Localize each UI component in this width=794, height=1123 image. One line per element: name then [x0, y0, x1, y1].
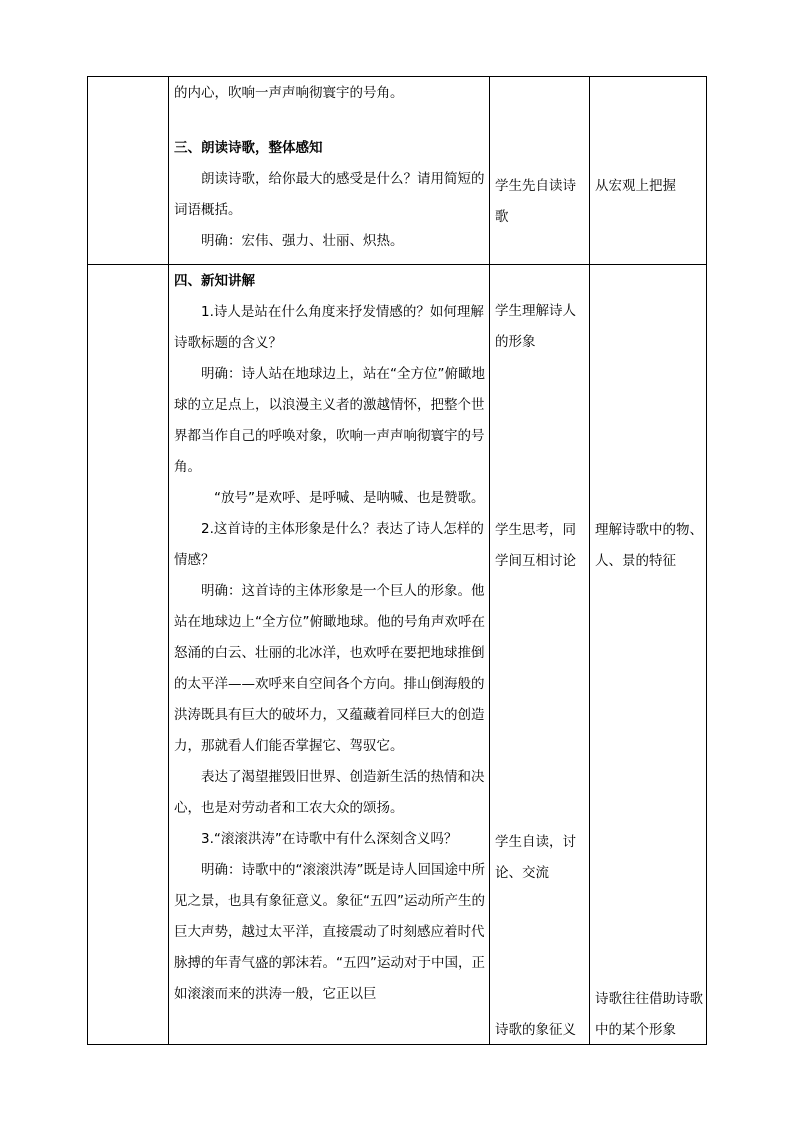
answer-text: 明确：这首诗的主体形象是一个巨人的形象。他站在地球边上“全方位”俯瞰地球。他的号角声欢呼在怒涌的白云、壮丽的北冰洋，也欢呼在要把地球推倒的太平洋——欢呼来自空间各个方向。排山倒海般的洪涛既具有巨大的破坏力，又蕴藏着同样巨大的创造力，那就看人们能否掌握它、驾驭它。 — [174, 583, 485, 754]
row2-student-cell — [495, 515, 583, 577]
row2-student-cell — [495, 827, 583, 889]
row1-intent-cell — [595, 171, 703, 202]
row2-intent-cell — [595, 515, 703, 577]
row2-student-cell — [495, 1015, 587, 1046]
answer-text: 表达了渴望摧毁旧世界、创造新生活的热情和决心，也是对劳动者和工农大众的颂扬。 — [174, 769, 485, 816]
row2-student-cell — [495, 296, 583, 358]
section-heading: 三、朗读诗歌，整体感知 — [174, 140, 323, 156]
student-activity: 学生自读，讨论、交流 — [495, 834, 576, 881]
student-activity: 学生理解诗人的形象 — [495, 303, 576, 350]
student-activity: 学生思考，同学间互相讨论 — [495, 522, 576, 569]
question-text: 3.“滚滚洪涛”在诗歌中有什么深刻含义吗？ — [201, 831, 458, 847]
student-activity: 学生先自读诗歌 — [495, 178, 576, 225]
question-text: 朗读诗歌，给你最大的感受是什么？请用简短的词语概括。 — [174, 171, 485, 218]
question-text: 1.诗人是站在什么角度来抒发情感的？如何理解诗歌标题的含义？ — [174, 304, 484, 351]
column-divider — [589, 77, 590, 1044]
question-text: 2.这首诗的主体形象是什么？表达了诗人怎样的情感？ — [174, 521, 484, 568]
row1-student-cell — [495, 171, 583, 233]
design-intent: 从宏观上把握 — [595, 178, 676, 194]
answer-text: “放号”是欢呼、是呼喊、是呐喊、也是赞歌。 — [214, 490, 485, 506]
student-activity: 诗歌的象征义 — [495, 1022, 576, 1038]
column-divider — [168, 77, 169, 1044]
design-intent: 理解诗歌中的物、人、景的特征 — [595, 522, 703, 569]
row-divider — [88, 264, 706, 265]
section-heading: 四、新知讲解 — [174, 273, 255, 289]
column-divider — [489, 77, 490, 1044]
answer-text: 明确：诗歌中的“滚滚洪涛”既是诗人回国途中所见之景，也具有象征意义。象征“五四”运动所产生的巨大声势，越过太平洋，直接震动了时刻感应着时代脉搏的年青气盛的郭沫若。“五四”运动对于中国，正如滚滚而来的洪涛一般，它正以巨 — [174, 862, 485, 1002]
row2-content-cell — [174, 266, 485, 1010]
lesson-table — [87, 76, 707, 1045]
design-intent: 诗歌往往借助诗歌中的某个形象 — [595, 991, 703, 1038]
text-line: 的内心，吹响一声声响彻寰宇的号角。 — [174, 85, 404, 101]
row2-intent-cell — [595, 984, 703, 1046]
row1-content-cell — [174, 78, 485, 257]
answer-text: 明确：宏伟、强力、壮丽、炽热。 — [201, 233, 404, 249]
answer-text: 明确：诗人站在地球边上，站在“全方位”俯瞰地球的立足点上，以浪漫主义者的激越情怀，把整个世界都当作自己的呼唤对象，吹响一声声响彻寰宇的号角。 — [174, 366, 485, 475]
